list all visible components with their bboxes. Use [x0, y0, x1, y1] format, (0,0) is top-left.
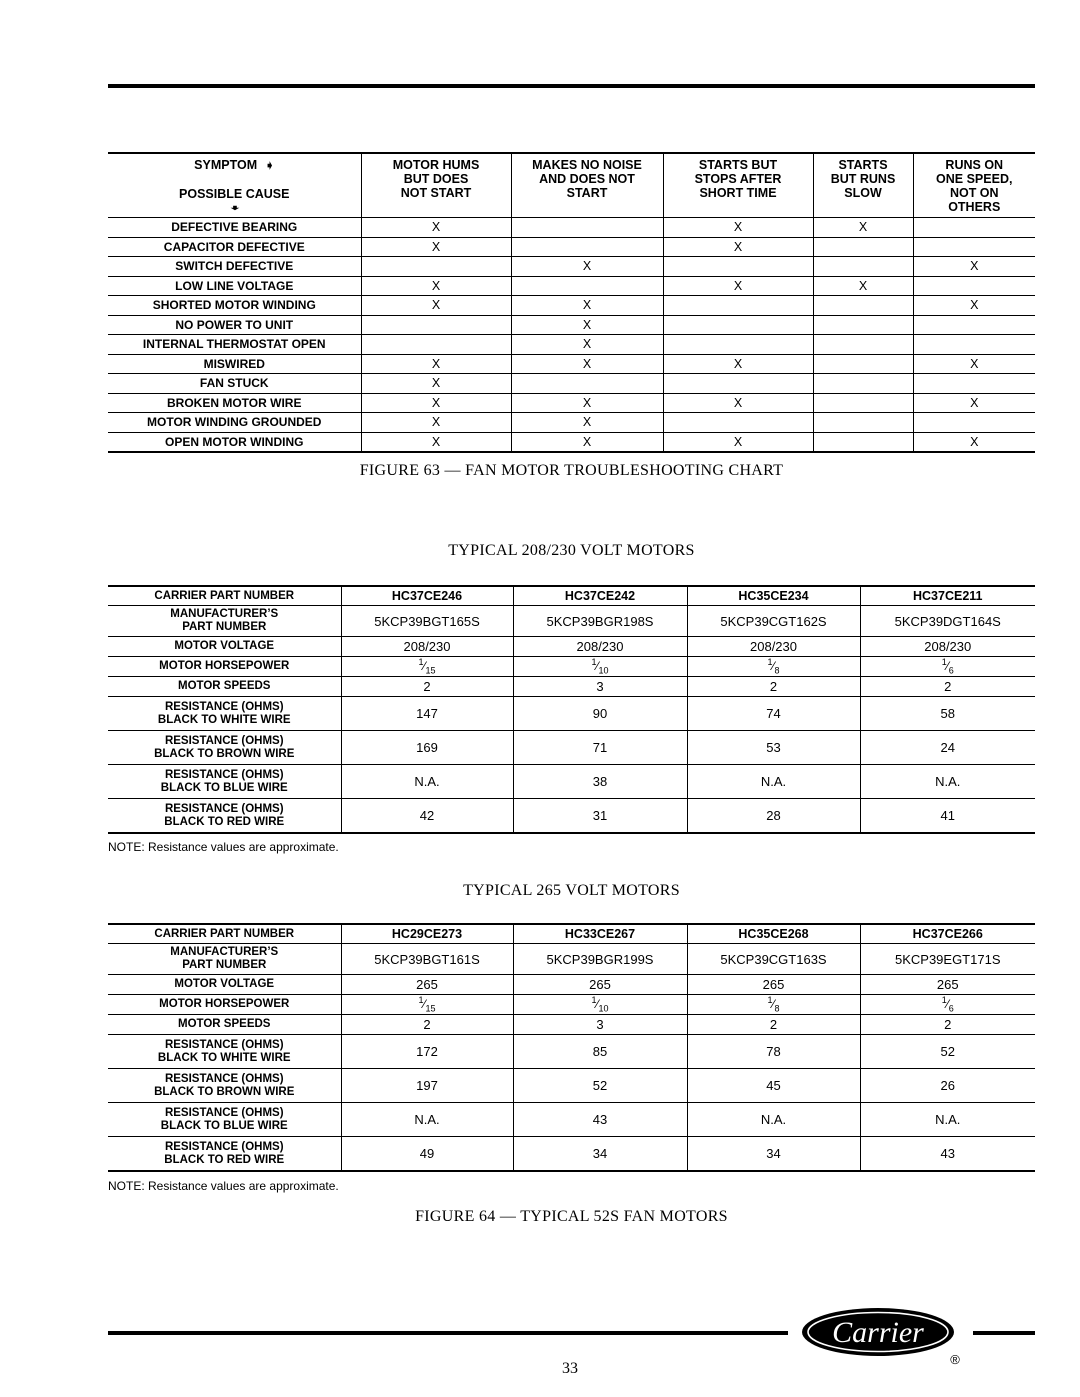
value-cell: $^1⁄_6$: [860, 995, 1035, 1015]
chart-header-row: [108, 153, 1035, 218]
mark-cell: X: [361, 296, 511, 316]
mark-cell: X: [663, 218, 813, 238]
symptom-column-header: STARTS BUT STOPS AFTER SHORT TIME: [663, 153, 813, 218]
mark-cell: [511, 237, 663, 257]
value-cell: N.A.: [860, 1103, 1035, 1137]
carrier-part-number: HC33CE267: [513, 924, 687, 944]
mark-cell: [813, 393, 913, 413]
chart-row: [108, 257, 1035, 277]
cause-cell: OPEN MOTOR WINDING: [165, 434, 304, 449]
value-cell: 5KCP39BGT165S: [341, 606, 513, 637]
row-label: RESISTANCE (OHMS) BLACK TO RED WIRE: [164, 1140, 285, 1166]
value-cell: 147: [341, 697, 513, 731]
chart-row: [108, 218, 1035, 238]
chart-row: [108, 374, 1035, 394]
mark-cell: [663, 296, 813, 316]
row-label: MOTOR HORSEPOWER: [108, 995, 341, 1015]
cause-cell: SWITCH DEFECTIVE: [108, 257, 361, 277]
motor-header-row: [108, 924, 1035, 944]
mark-cell: [511, 276, 663, 296]
symptom-column-header: MOTOR HUMS BUT DOES NOT START: [361, 153, 511, 218]
top-rule: [108, 84, 1035, 88]
mark-cell: X: [511, 315, 663, 335]
chart-row: [108, 237, 1035, 257]
value-cell: N.A.: [860, 765, 1035, 799]
symptom-cause-header: [108, 153, 361, 218]
mark-cell: [663, 257, 813, 277]
part-number-label: CARRIER PART NUMBER: [108, 924, 341, 944]
mark-cell: [813, 296, 913, 316]
carrier-part-number: HC35CE234: [687, 586, 860, 606]
mark-cell: [361, 315, 511, 335]
mark-cell: X: [663, 393, 813, 413]
chart-row: [108, 432, 1035, 452]
mark-cell: [511, 218, 663, 238]
value-cell: 26: [860, 1069, 1035, 1103]
footer-rule-right: [973, 1331, 1035, 1335]
value-cell: 52: [513, 1069, 687, 1103]
symptom-column-header: MAKES NO NOISE AND DOES NOT START: [511, 153, 663, 218]
part-number-label: CARRIER PART NUMBER: [108, 586, 341, 606]
mark-cell: [663, 413, 813, 433]
value-cell: $^1⁄_6$: [860, 657, 1035, 677]
row-label: RESISTANCE (OHMS) BLACK TO BROWN WIRE: [108, 1069, 341, 1103]
motor-row: [108, 799, 1035, 834]
carrier-part-number: HC35CE268: [687, 924, 860, 944]
motor-row: [108, 975, 1035, 995]
value-cell: 169: [341, 731, 513, 765]
mark-cell: [913, 374, 1035, 394]
mark-cell: X: [361, 218, 511, 238]
cause-cell: NO POWER TO UNIT: [108, 315, 361, 335]
value-cell: 208/230: [341, 637, 513, 657]
carrier-part-number: HC37CE211: [860, 586, 1035, 606]
value-cell: 265: [687, 975, 860, 995]
value-cell: 34: [513, 1137, 687, 1172]
value-cell: N.A.: [341, 1103, 513, 1137]
chart-row: [108, 335, 1035, 355]
mark-cell: [813, 315, 913, 335]
mark-cell: X: [361, 413, 511, 433]
mark-cell: X: [361, 276, 511, 296]
motor-row: [108, 637, 1035, 657]
value-cell: 5KCP39BGR198S: [513, 606, 687, 637]
value-cell: 45: [687, 1069, 860, 1103]
row-label: MOTOR SPEEDS: [108, 1015, 341, 1035]
mark-cell: X: [511, 393, 663, 413]
value-cell: $^1⁄_8$: [687, 657, 860, 677]
row-label: MANUFACTURER’S PART NUMBER: [108, 944, 341, 975]
row-label: MANUFACTURER’S PART NUMBER: [108, 606, 341, 637]
arrow-down-icon: ➧: [228, 203, 241, 213]
mark-cell: X: [361, 237, 511, 257]
value-cell: 42: [341, 799, 513, 834]
value-cell: 5KCP39CGT163S: [687, 944, 860, 975]
motor-row: [108, 995, 1035, 1015]
value-cell: 5KCP39EGT171S: [860, 944, 1035, 975]
chart-row: [108, 413, 1035, 433]
cause-cell: MOTOR WINDING GROUNDED: [108, 413, 361, 433]
value-cell: 2: [860, 677, 1035, 697]
value-cell: $^1⁄_8$: [687, 995, 860, 1015]
motor-row: [108, 1137, 1035, 1172]
value-cell: 53: [687, 731, 860, 765]
cause-cell: FAN STUCK: [108, 374, 361, 394]
row-label: RESISTANCE (OHMS) BLACK TO WHITE WIRE: [108, 697, 341, 731]
mark-cell: X: [361, 354, 511, 374]
table-265-note: NOTE: Resistance values are approximate.: [108, 1179, 339, 1193]
motor-row: [108, 1035, 1035, 1069]
value-cell: 24: [860, 731, 1035, 765]
mark-cell: X: [913, 296, 1035, 316]
mark-cell: [511, 374, 663, 394]
value-cell: 43: [513, 1103, 687, 1137]
table-208-title: TYPICAL 208/230 VOLT MOTORS: [448, 542, 695, 559]
symptom-label: SYMPTOM ➧: [194, 158, 275, 172]
motor-header-row: [108, 586, 1035, 606]
motor-row: [108, 657, 1035, 677]
value-cell: 52: [860, 1035, 1035, 1069]
cause-cell: INTERNAL THERMOSTAT OPEN: [108, 335, 361, 355]
mark-cell: X: [361, 374, 511, 394]
carrier-part-number: HC37CE246: [341, 586, 513, 606]
row-label: RESISTANCE (OHMS) BLACK TO BROWN WIRE: [108, 731, 341, 765]
cause-cell: DEFECTIVE BEARING: [108, 218, 361, 238]
value-cell: 2: [860, 1015, 1035, 1035]
cause-cell: MISWIRED: [108, 354, 361, 374]
value-cell: 265: [860, 975, 1035, 995]
motor-row: [108, 606, 1035, 637]
mark-cell: X: [511, 413, 663, 433]
mark-cell: X: [361, 432, 511, 452]
motor-table-208-230: [108, 585, 1035, 834]
troubleshooting-chart: [108, 152, 1035, 453]
value-cell: 2: [341, 1015, 513, 1035]
chart-row: [108, 276, 1035, 296]
motor-row: [108, 1103, 1035, 1137]
value-cell: 208/230: [687, 637, 860, 657]
logo-text: Carrier: [832, 1316, 924, 1349]
value-cell: 78: [687, 1035, 860, 1069]
value-cell: 208/230: [860, 637, 1035, 657]
mark-cell: [813, 335, 913, 355]
mark-cell: X: [511, 432, 663, 452]
mark-cell: [913, 276, 1035, 296]
mark-cell: [813, 257, 913, 277]
value-cell: 31: [513, 799, 687, 834]
row-label: RESISTANCE (OHMS) BLACK TO BLUE WIRE: [108, 1103, 341, 1137]
cause-cell: LOW LINE VOLTAGE: [108, 276, 361, 296]
mark-cell: [361, 335, 511, 355]
value-cell: N.A.: [687, 1103, 860, 1137]
value-cell: $^1⁄_{10}$: [513, 995, 687, 1015]
row-label: MOTOR VOLTAGE: [108, 975, 341, 995]
value-cell: 2: [687, 677, 860, 697]
mark-cell: [913, 218, 1035, 238]
mark-cell: X: [663, 354, 813, 374]
row-label: RESISTANCE (OHMS) BLACK TO RED WIRE: [164, 802, 285, 828]
value-cell: 5KCP39CGT162S: [687, 606, 860, 637]
mark-cell: X: [663, 276, 813, 296]
motor-row: [108, 1069, 1035, 1103]
value-cell: 74: [687, 697, 860, 731]
carrier-logo-icon: [792, 1302, 972, 1366]
mark-cell: [663, 374, 813, 394]
table-208-note: NOTE: Resistance values are approximate.: [108, 840, 339, 854]
mark-cell: X: [913, 432, 1035, 452]
mark-cell: X: [511, 354, 663, 374]
value-cell: 197: [341, 1069, 513, 1103]
value-cell: 41: [860, 799, 1035, 834]
value-cell: 34: [687, 1137, 860, 1172]
row-label: MOTOR HORSEPOWER: [108, 657, 341, 677]
value-cell: 208/230: [513, 637, 687, 657]
footer-rule-left: [108, 1331, 788, 1335]
value-cell: 265: [341, 975, 513, 995]
cause-cell: BROKEN MOTOR WIRE: [108, 393, 361, 413]
value-cell: 5KCP39BGT161S: [341, 944, 513, 975]
value-cell: 2: [687, 1015, 860, 1035]
mark-cell: [813, 374, 913, 394]
value-cell: 3: [513, 677, 687, 697]
cause-label: POSSIBLE CAUSE: [179, 187, 290, 201]
carrier-part-number: HC37CE266: [860, 924, 1035, 944]
value-cell: N.A.: [341, 765, 513, 799]
symptom-column-header: RUNS ON ONE SPEED, NOT ON OTHERS: [913, 153, 1035, 218]
chart-row: [108, 296, 1035, 316]
motor-row: [108, 731, 1035, 765]
mark-cell: X: [511, 335, 663, 355]
value-cell: 85: [513, 1035, 687, 1069]
mark-cell: X: [511, 296, 663, 316]
page-number: 33: [562, 1360, 578, 1377]
mark-cell: [813, 354, 913, 374]
row-label: RESISTANCE (OHMS) BLACK TO BLUE WIRE: [108, 765, 341, 799]
value-cell: $^1⁄_{15}$: [341, 995, 513, 1015]
value-cell: 172: [341, 1035, 513, 1069]
mark-cell: [813, 237, 913, 257]
value-cell: 49: [341, 1137, 513, 1172]
mark-cell: [913, 237, 1035, 257]
chart-row: [108, 393, 1035, 413]
cause-cell: CAPACITOR DEFECTIVE: [108, 237, 361, 257]
mark-cell: [663, 315, 813, 335]
value-cell: 71: [513, 731, 687, 765]
motor-row: [108, 1015, 1035, 1035]
logo-registered-mark: ®: [950, 1352, 960, 1366]
value-cell: $^1⁄_{10}$: [513, 657, 687, 677]
mark-cell: X: [913, 393, 1035, 413]
motor-row: [108, 944, 1035, 975]
carrier-part-number: HC37CE242: [513, 586, 687, 606]
carrier-part-number: HC29CE273: [341, 924, 513, 944]
symptom-column-header: STARTS BUT RUNS SLOW: [813, 153, 913, 218]
value-cell: 58: [860, 697, 1035, 731]
value-cell: 2: [341, 677, 513, 697]
value-cell: 3: [513, 1015, 687, 1035]
mark-cell: X: [913, 257, 1035, 277]
motor-row: [108, 677, 1035, 697]
mark-cell: X: [813, 276, 913, 296]
mark-cell: X: [663, 237, 813, 257]
motor-row: [108, 765, 1035, 799]
mark-cell: [913, 315, 1035, 335]
arrow-right-icon: ➧: [265, 160, 275, 172]
mark-cell: [813, 432, 913, 452]
mark-cell: X: [813, 218, 913, 238]
cause-cell: SHORTED MOTOR WINDING: [108, 296, 361, 316]
value-cell: 5KCP39BGR199S: [513, 944, 687, 975]
mark-cell: X: [361, 393, 511, 413]
chart-row: [108, 315, 1035, 335]
mark-cell: [361, 257, 511, 277]
motor-row: [108, 697, 1035, 731]
value-cell: N.A.: [687, 765, 860, 799]
value-cell: $^1⁄_{15}$: [341, 657, 513, 677]
motor-table-265: [108, 923, 1035, 1172]
row-label: MOTOR SPEEDS: [108, 677, 341, 697]
value-cell: 38: [513, 765, 687, 799]
table-265-title: TYPICAL 265 VOLT MOTORS: [463, 882, 680, 899]
mark-cell: [813, 413, 913, 433]
figure-64-caption: FIGURE 64 — TYPICAL 52S FAN MOTORS: [415, 1208, 728, 1225]
value-cell: 90: [513, 697, 687, 731]
value-cell: 28: [687, 799, 860, 834]
row-label: RESISTANCE (OHMS) BLACK TO WHITE WIRE: [108, 1035, 341, 1069]
mark-cell: X: [663, 432, 813, 452]
chart-row: [108, 354, 1035, 374]
row-label: MOTOR VOLTAGE: [108, 637, 341, 657]
mark-cell: [663, 335, 813, 355]
value-cell: 43: [860, 1137, 1035, 1172]
mark-cell: [913, 413, 1035, 433]
value-cell: 5KCP39DGT164S: [860, 606, 1035, 637]
mark-cell: X: [913, 354, 1035, 374]
mark-cell: X: [511, 257, 663, 277]
figure-63-caption: FIGURE 63 — FAN MOTOR TROUBLESHOOTING CHART: [359, 462, 784, 479]
mark-cell: [913, 335, 1035, 355]
value-cell: 265: [513, 975, 687, 995]
